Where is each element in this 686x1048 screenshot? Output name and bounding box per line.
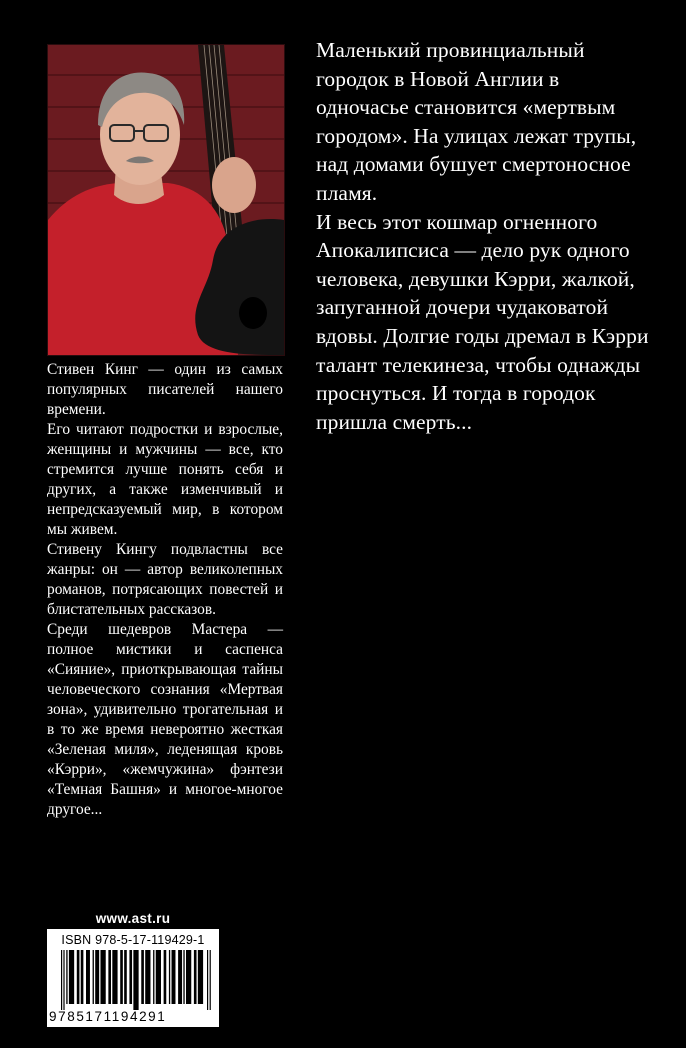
- bio-paragraph: Стивен Кинг — один из самых популярных писателей нашего времени.: [47, 361, 283, 418]
- barcode-bar: [120, 950, 123, 1004]
- blurb-paragraph: И весь этот кошмар огненного Апокалипсиса — дело рук одного человека, девушки Кэрри, жалкой, запуганной дочери чудаковатой вдовы. Долгие годы дремал в Кэрри талант телекинеза, чтобы однажды проснуться. И тогда в городок пришла смерть...: [316, 209, 649, 434]
- barcode-bar: [145, 950, 150, 1004]
- bio-paragraph: Его читают подростки и взрослые, женщины и мужчины — все, кто стремится лучше понять себя и других, а также изменчивый и непредсказуемый мир, в котором мы живем.: [47, 421, 283, 538]
- barcode-bar: [61, 950, 62, 1010]
- barcode-bar: [81, 950, 84, 1004]
- barcode-bar: [164, 950, 167, 1004]
- bio-paragraph: Стивену Кингу подвластны все жанры: он — автор великолепных романов, потрясающих повестей и блистательных рассказов.: [47, 541, 283, 618]
- barcode-bar: [108, 950, 111, 1004]
- barcode-bar: [169, 950, 170, 1004]
- barcode-bar: [93, 950, 94, 1004]
- barcode-bar: [66, 950, 67, 1004]
- barcode-bar: [86, 950, 90, 1004]
- barcode-bar: [141, 950, 144, 1004]
- barcode-bar: [186, 950, 191, 1004]
- isbn-label: ISBN 978-5-17-119429-1: [61, 933, 205, 947]
- book-blurb: [316, 36, 656, 436]
- blurb-paragraph: Маленький провинциальный городок в Новой Англии в одночасье становится «мертвым городом». На улицах лежат трупы, над домами бушует смертоносное пламя.: [316, 38, 637, 205]
- author-photo-image: [48, 45, 284, 355]
- barcode-bar: [112, 950, 117, 1004]
- barcode-bar: [178, 950, 182, 1004]
- barcode-bar: [153, 950, 154, 1004]
- barcode-bar: [100, 950, 105, 1004]
- barcode-bar: [198, 950, 203, 1004]
- barcode-bar: [133, 950, 138, 1010]
- barcode-bar: [77, 950, 80, 1004]
- barcode-bar: [207, 950, 208, 1010]
- barcode-bar: [210, 950, 211, 1010]
- barcode-icon: [61, 950, 211, 1010]
- barcode-bar: [69, 950, 74, 1004]
- barcode-bar: [194, 950, 197, 1004]
- barcode-block: [47, 929, 219, 1027]
- barcode-bar: [95, 950, 99, 1004]
- author-photo: [47, 44, 285, 356]
- barcode-bar: [156, 950, 161, 1004]
- barcode-bar: [183, 950, 184, 1004]
- barcode-bar: [63, 950, 64, 1010]
- barcode-bar: [172, 950, 176, 1004]
- bio-paragraph: Среди шедевров Мастера — полное мистики и саспенса «Сияние», приоткрывающая тайны человеческого сознания «Мертвая зона», удивительно трогательная и в то же время невероятно жесткая «Зеленая миля», леденящая кровь «Кэрри», «жемчужина» фэнтези «Темная Башня» и многое-многое другое...: [47, 621, 283, 818]
- barcode-bar: [129, 950, 132, 1004]
- barcode-digits: 9785171194291: [49, 1009, 167, 1024]
- author-bio: [47, 360, 283, 820]
- barcode-bar: [124, 950, 127, 1004]
- publisher-website: www.ast.ru: [95, 911, 171, 926]
